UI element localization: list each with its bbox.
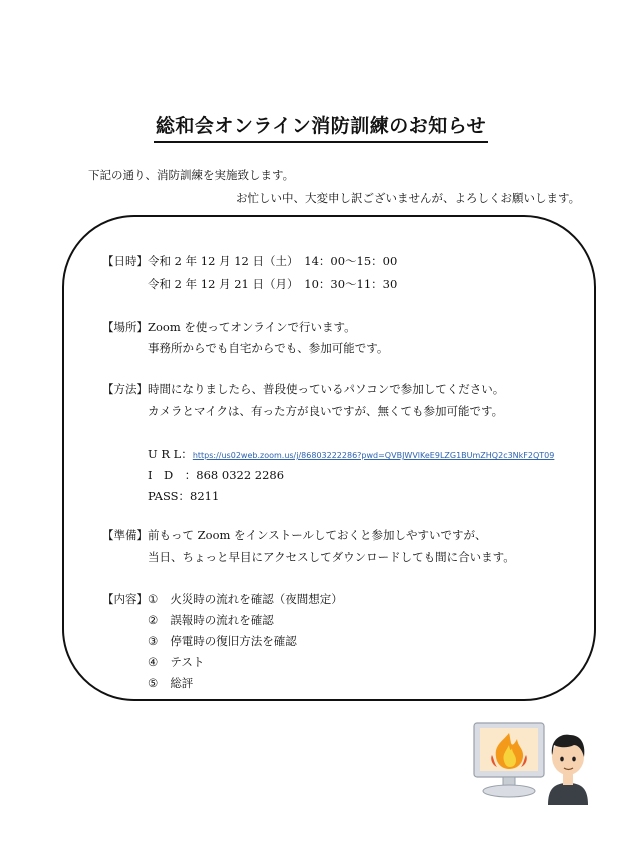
intro-line-2: お忙しい中、大変申し訳ございませんが、よろしくお願いします。: [236, 191, 581, 205]
list-item-number: ④: [148, 655, 159, 669]
datetime-line-2: 令和 2 年 12 月 21 日（月） 10：30〜11：30: [148, 277, 398, 291]
list-item-number: ③: [148, 634, 159, 648]
list-item-text: 停電時の復旧方法を確認: [170, 634, 297, 648]
zoom-url-link[interactable]: https://us02web.zoom.us/j/86803222286?pwd=QVBJWVlKeE9LZG1BUmZHQ2c3NkF2QT09: [192, 451, 555, 460]
content-label: 【内容】: [102, 592, 148, 606]
list-item-number: ①: [148, 592, 159, 606]
list-item: [148, 591, 343, 607]
list-item-text: 誤報時の流れを確認: [170, 613, 274, 627]
prep-line-2: 当日、ちょっと早目にアクセスしてダウンロードしても間に合います。: [148, 550, 515, 564]
place-label: 【場所】: [102, 320, 148, 334]
datetime-line-1: 令和 2 年 12 月 12 日（土） 14：00〜15：00: [148, 254, 398, 268]
list-item-number: ⑤: [148, 676, 159, 690]
method-line-2: カメラとマイクは、有った方が良いですが、無くても参加可能です。: [148, 404, 504, 418]
place-line-2: 事務所からでも自宅からでも、参加可能です。: [148, 341, 389, 355]
list-item: [148, 633, 297, 649]
list-item: [148, 612, 274, 628]
page-title-text: 総和会オンライン消防訓練のお知らせ: [154, 111, 488, 143]
id-label: I D ：: [148, 468, 197, 482]
person-watching-fire-on-monitor-icon: [470, 715, 590, 805]
place-line-1: Zoom を使ってオンラインで行います。: [148, 320, 356, 334]
list-item-text: 火災時の流れを確認（夜間想定）: [170, 592, 343, 606]
id-row: [148, 467, 284, 483]
page-title: [0, 111, 642, 143]
list-item-text: 総評: [170, 676, 194, 690]
list-item-number: ②: [148, 613, 159, 627]
datetime-label: 【日時】: [102, 254, 148, 268]
method-line-1: 時間になりましたら、普段使っているパソコンで参加してください。: [148, 382, 505, 396]
pass-label: PASS：: [148, 489, 191, 503]
pass-value: 8211: [190, 489, 220, 503]
prep-label: 【準備】: [102, 528, 148, 542]
pass-row: [148, 488, 219, 504]
intro-line-1: 下記の通り、消防訓練を実施致します。: [88, 168, 295, 182]
list-item: [148, 654, 204, 670]
url-label: U R L：: [148, 447, 193, 461]
id-value: 868 0322 2286: [196, 468, 285, 482]
list-item-text: テスト: [170, 655, 205, 669]
method-label: 【方法】: [102, 382, 148, 396]
url-row: [148, 446, 554, 462]
list-item: [148, 675, 193, 691]
prep-line-1: 前もって Zoom をインストールしておくと参加しやすいですが、: [148, 528, 487, 542]
